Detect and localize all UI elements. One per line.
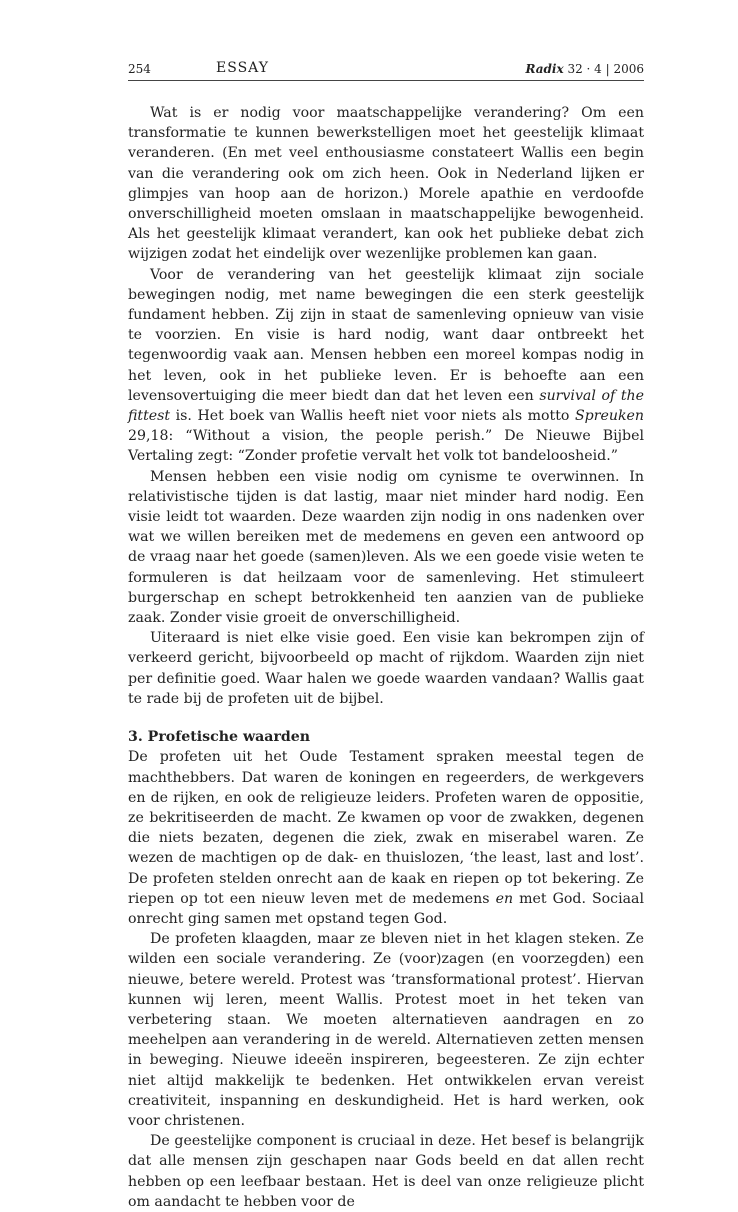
paragraph-2-emphasis-1: survival of the fittest: [128, 387, 644, 425]
page-number: 254: [128, 62, 151, 76]
journal-issue: 32 · 4 | 2006: [567, 62, 644, 76]
paragraph-7: De geestelijke component is cruciaal in deze. Het besef is belangrijk dat alle mensen zijn geschapen naar Gods beeld en dat allen recht hebben op een leefbaar bestaan. Het is deel van onze religieuze plicht om aandacht te hebben voor de: [128, 1133, 644, 1210]
paragraph-2-part-b: is. Het boek van Wallis heeft niet voor niets als motto: [170, 408, 575, 425]
paragraph-5-emphasis: en: [495, 890, 514, 907]
paragraph-2: [128, 265, 644, 467]
paragraph-2-emphasis-2: Spreuken: [574, 408, 644, 425]
section-title: ESSAY: [216, 60, 269, 76]
paragraph-6: De profeten klaagden, maar ze bleven niet in het klagen steken. Ze wilden een sociale verandering. Ze (voor)zagen (en voorzegden) een nieuwe, betere wereld. Protest was ‘transformational protest’. Hiervan kunnen wij leren, meent Wallis. Protest moet in het teken van verbetering staan. We moeten alternatieven aandragen en zo meehelpen aan verandering in de wereld. Alternatieven zetten mensen in beweging. Nieuwe ideeën inspireren, begeesteren. Ze zijn echter niet altijd makkelijk te bedenken. Het ontwikkelen ervan vereist creativiteit, inspanning en deskundigheid. Het is hard werken, ook voor christenen.: [128, 931, 644, 1129]
paragraph-2-part-a: Voor de verandering van het geestelijk klimaat zijn sociale bewegingen nodig, met name bewegingen die een sterk geestelijk fundament hebben. Zij zijn in staat de samenleving opnieuw van visie te voorzien. En visie is hard nodig, want daar ontbreekt het tegenwoordig vaak aan. Mensen hebben een moreel kompas nodig in het leven, ook in het publieke leven. Er is behoefte aan een levensovertuiging die meer biedt dan dat het leven een: [128, 266, 644, 404]
header-rule: [128, 80, 644, 81]
running-head: [128, 60, 644, 80]
paragraph-4: Uiteraard is niet elke visie goed. Een visie kan bekrompen zijn of verkeerd gericht, bijvoorbeeld op macht of rijkdom. Waarden zijn niet per definitie goed. Waar halen we goede waarden vandaan? Wallis gaat te rade bij de profeten uit de bijbel.: [128, 630, 644, 707]
journal-citation: [525, 62, 644, 76]
article-body: [128, 103, 644, 1212]
paragraph-3: Mensen hebben een visie nodig om cynisme te overwinnen. In relativistische tijden is dat lastig, maar niet minder hard nodig. Een visie leidt tot waarden. Deze waarden zijn nodig in ons nadenken over wat we willen bereiken met de medemens en geven een antwoord op de vraag naar het goede (samen)leven. Als we een goede visie weten te formuleren is dat heilzaam voor de samenleving. Het stimuleert burgerschap en schept betrokkenheid ten aanzien van de publieke zaak. Zonder visie groeit de onverschilligheid.: [128, 468, 644, 627]
paragraph-5-part-a: De profeten uit het Oude Testament spraken meestal tegen de machthebbers. Dat waren de koningen en regeerders, de werkgevers en de rijken, en ook de religieuze leiders. Profeten waren de oppositie, ze bekritiseerden de macht. Ze kwamen op voor de zwakken, degenen die niets bezaten, degenen die ziek, zwak en miserabel waren. Ze wezen de machtigen op de dak- en thuislozen, ‘the least, last and lost’. De profeten stelden onrecht aan de kaak en riepen op tot bekering. Ze riepen op tot een nieuw leven met de medemens: [128, 749, 644, 907]
paragraph-5-part-b: met God. Sociaal onrecht ging samen met opstand tegen God.: [128, 890, 645, 927]
paragraph-5: [128, 747, 644, 929]
journal-name: Radix: [525, 62, 564, 76]
paragraph-1: Wat is er nodig voor maatschappelijke verandering? Om een transformatie te kunnen bewerkstelligen moet het geestelijk klimaat veranderen. (En met veel enthousiasme constateert Wallis een begin van die verandering ook om zich heen. Ook in Nederland lijken er glimpjes van hoop aan de horizon.) Morele apathie en verdoofde onverschilligheid moeten omslaan in maatschappelijke bewogenheid. Als het geestelijk klimaat verandert, kan ook het publieke debat zich wijzigen zodat het eindelijk over wezenlijke problemen kan gaan.: [128, 105, 644, 263]
paragraph-2-part-c: 29,18: “Without a vision, the people perish.” De Nieuwe Bijbel Vertaling zegt: “Zonder profetie vervalt het volk tot bandeloosheid.”: [128, 428, 644, 465]
section-heading: 3. Profetische waarden: [128, 729, 311, 746]
